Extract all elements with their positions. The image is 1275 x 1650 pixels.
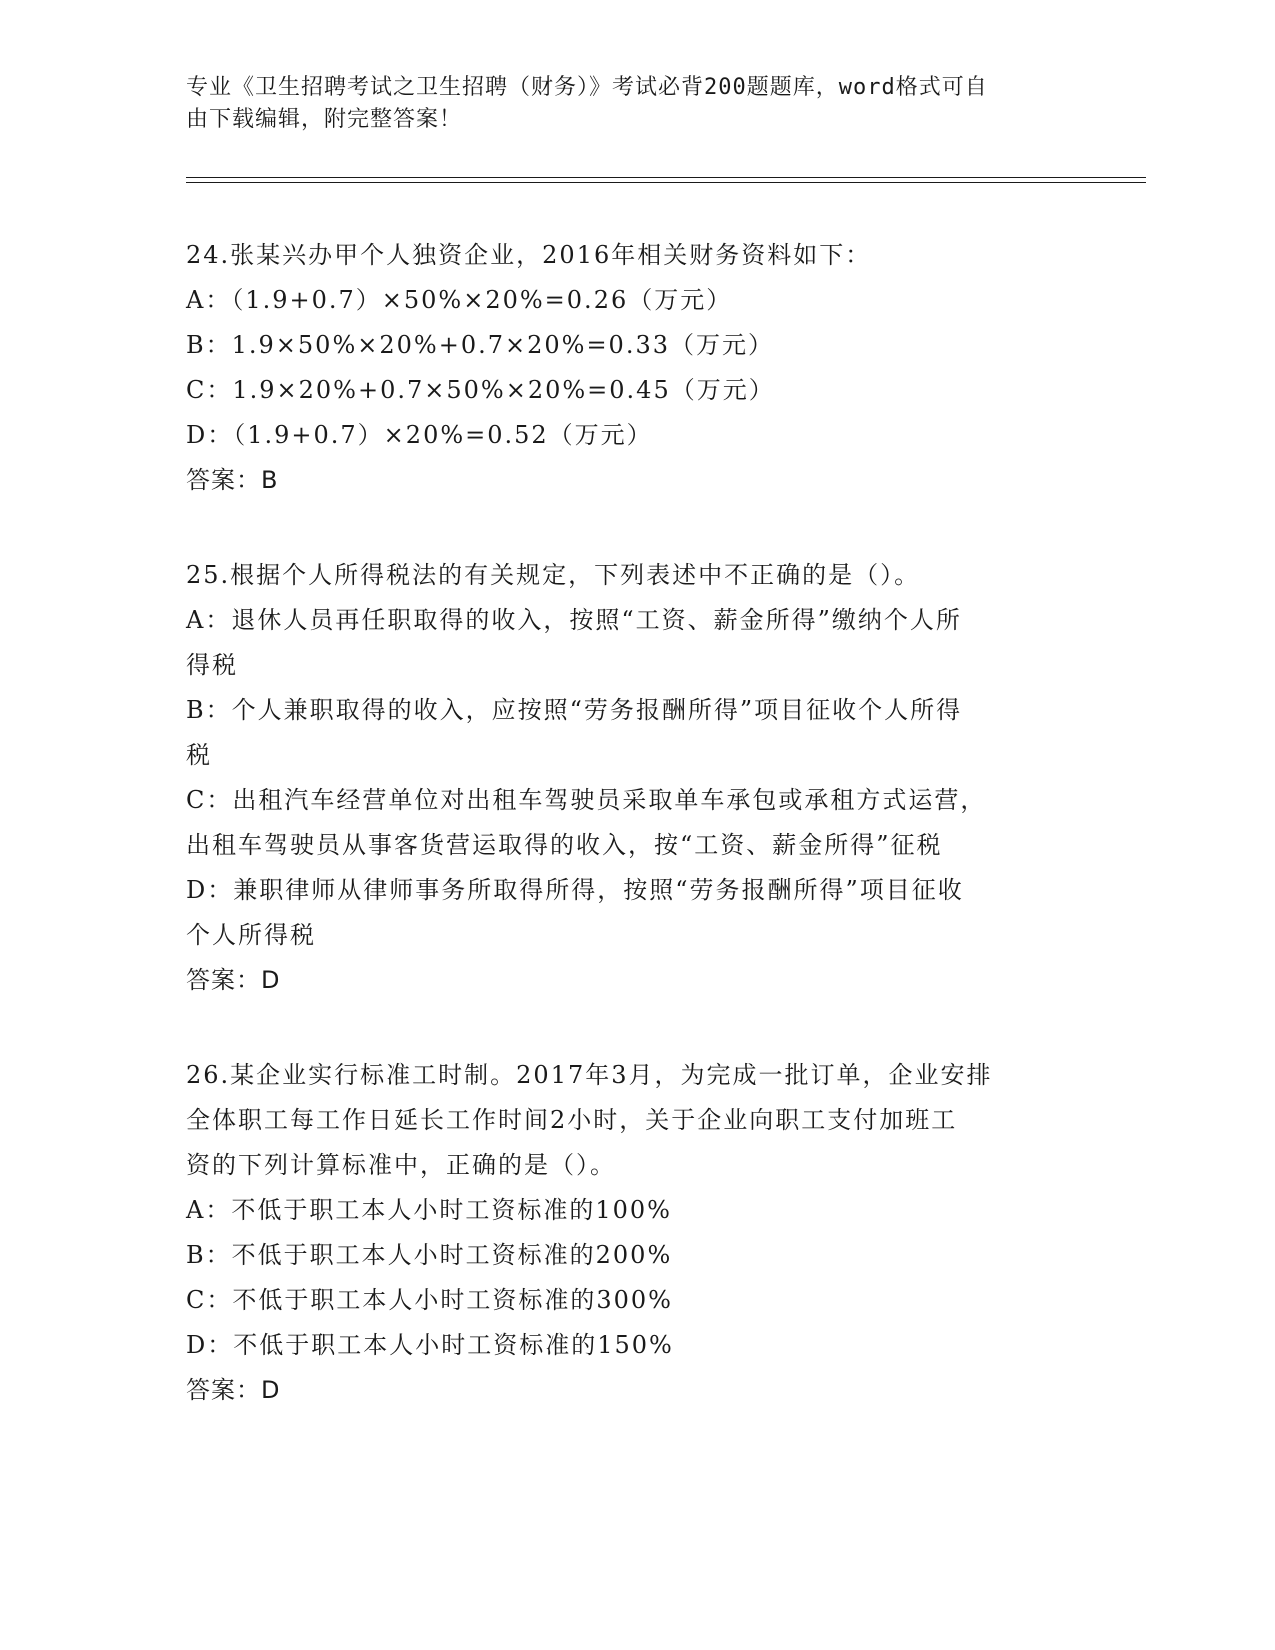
option-c: C：不低于职工本人小时工资标准的300% xyxy=(186,1286,673,1314)
question-stem: 25.根据个人所得税法的有关规定，下列表述中不正确的是（）。 xyxy=(186,561,921,589)
header-divider-bottom xyxy=(186,182,1146,183)
option-b: B：个人兼职取得的收入，应按照“劳务报酬所得”项目征收个人所得 xyxy=(186,696,963,724)
option-b: B：1.9×50%×20%+0.7×20%=0.33（万元） xyxy=(186,331,774,359)
header-divider-top xyxy=(186,177,1146,178)
option-d: D：兼职律师从律师事务所取得所得，按照“劳务报酬所得”项目征收 xyxy=(186,876,964,904)
answer: 答案：B xyxy=(186,466,279,494)
option-a-cont: 得税 xyxy=(186,651,238,679)
option-d: D：不低于职工本人小时工资标准的150% xyxy=(186,1331,674,1359)
option-d-cont: 个人所得税 xyxy=(186,921,316,949)
header-line-1: 专业《卫生招聘考试之卫生招聘（财务）》考试必背200题题库，word格式可自 xyxy=(186,75,988,100)
option-a: A：退休人员再任职取得的收入，按照“工资、薪金所得”缴纳个人所 xyxy=(186,606,962,634)
question-25 xyxy=(186,553,1086,1003)
option-c-cont: 出租车驾驶员从事客货营运取得的收入，按“工资、薪金所得”征税 xyxy=(186,831,943,859)
option-c: C：出租汽车经营单位对出租车驾驶员采取单车承包或承租方式运营， xyxy=(186,786,987,814)
question-stem: 26.某企业实行标准工时制。2017年3月，为完成一批订单，企业安排 xyxy=(186,1061,993,1089)
answer: 答案：D xyxy=(186,1376,281,1404)
option-b: B：不低于职工本人小时工资标准的200% xyxy=(186,1241,673,1269)
question-26 xyxy=(186,1053,1086,1413)
option-d: D：（1.9+0.7）×20%=0.52（万元） xyxy=(186,421,653,449)
option-c: C：1.9×20%+0.7×50%×20%=0.45（万元） xyxy=(186,376,775,404)
option-a: A：（1.9+0.7）×50%×20%=0.26（万元） xyxy=(186,286,733,314)
option-a: A：不低于职工本人小时工资标准的100% xyxy=(186,1196,672,1224)
option-b-cont: 税 xyxy=(186,741,212,769)
answer: 答案：D xyxy=(186,966,281,994)
header-line-2: 由下载编辑，附完整答案！ xyxy=(186,107,463,132)
question-stem-cont: 资的下列计算标准中，正确的是（）。 xyxy=(186,1151,616,1179)
question-stem-cont: 全体职工每工作日延长工作时间2小时，关于企业向职工支付加班工 xyxy=(186,1106,958,1134)
document-header xyxy=(186,72,1086,136)
question-stem: 24.张某兴办甲个人独资企业，2016年相关财务资料如下： xyxy=(186,241,872,269)
question-24 xyxy=(186,233,1086,503)
